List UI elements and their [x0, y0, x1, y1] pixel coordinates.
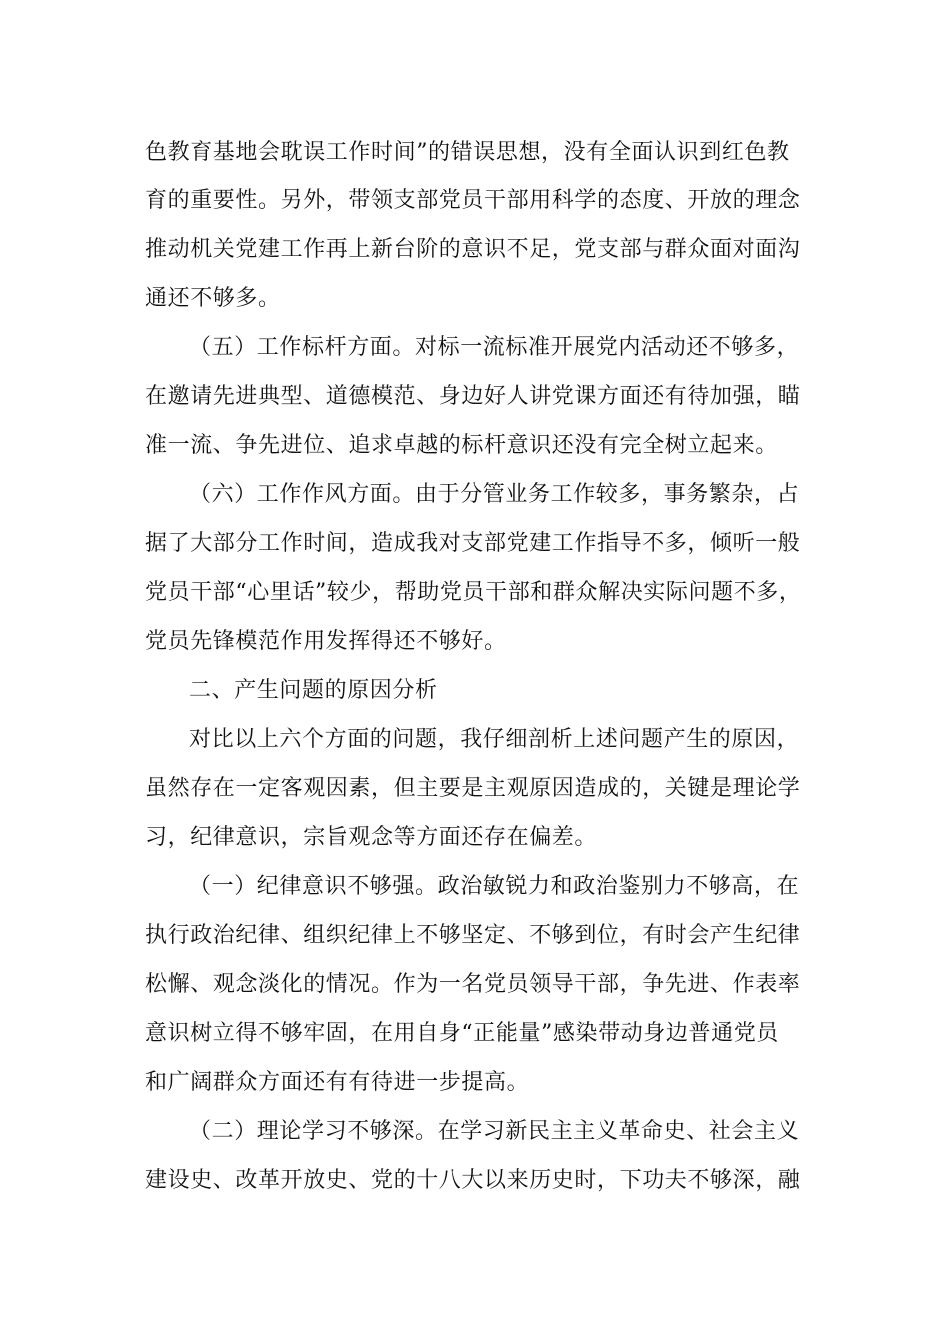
text-line: 据了大部分工作时间，造成我对支部党建工作指导不多，倾听一般 [145, 531, 801, 556]
text-line: 执行政治纪律、组织纪律上不够坚定、不够到位，有时会产生纪律 [145, 923, 801, 948]
text-line: 党员干部“心里话”较少，帮助党员干部和群众解决实际问题不多， [145, 580, 802, 605]
text-line: 推动机关党建工作再上新台阶的意识不足，党支部与群众面对面沟 [145, 237, 801, 262]
chapter-heading: 二、产生问题的原因分析 [189, 678, 438, 703]
section-heading-line: （二）理论学习不够深。在学习新民主主义革命史、社会主义 [189, 1119, 800, 1144]
text-line: 虽然存在一定客观因素，但主要是主观原因造成的，关键是理论学 [145, 776, 801, 801]
text-line: 准一流、争先进位、追求卓越的标杆意识还没有完全树立起来。 [145, 433, 778, 458]
text-line: 对比以上六个方面的问题，我仔细剖析上述问题产生的原因， [189, 727, 800, 752]
text-line: 通还不够多。 [145, 286, 281, 311]
text-line: 建设史、改革开放史、党的十八大以来历史时，下功夫不够深，融 [145, 1168, 801, 1193]
text-line: 和广阔群众方面还有有待进一步提高。 [145, 1070, 530, 1095]
text-line: 习，纪律意识，宗旨观念等方面还存在偏差。 [145, 825, 598, 850]
section-heading-line: （一）纪律意识不够强。政治敏锐力和政治鉴别力不够高，在 [189, 874, 800, 899]
section-heading-line: （六）工作作风方面。由于分管业务工作较多，事务繁杂，占 [189, 482, 800, 507]
text-line: 松懈、观念淡化的情况。作为一名党员领导干部，争先进、作表率 [145, 972, 801, 997]
text-line: 色教育基地会耽误工作时间”的错误思想，没有全面认识到红色教 [145, 140, 790, 165]
text-line: 意识树立得不够牢固，在用自身“正能量”感染带动身边普通党员 [145, 1021, 779, 1046]
text-line: 育的重要性。另外，带领支部党员干部用科学的态度、开放的理念 [145, 188, 801, 213]
section-heading-line: （五）工作标杆方面。对标一流标准开展党内活动还不够多， [189, 335, 800, 360]
text-line: 党员先锋模范作用发挥得还不够好。 [145, 629, 507, 654]
text-line: 在邀请先进典型、道德模范、身边好人讲党课方面还有待加强，瞄 [145, 384, 801, 409]
